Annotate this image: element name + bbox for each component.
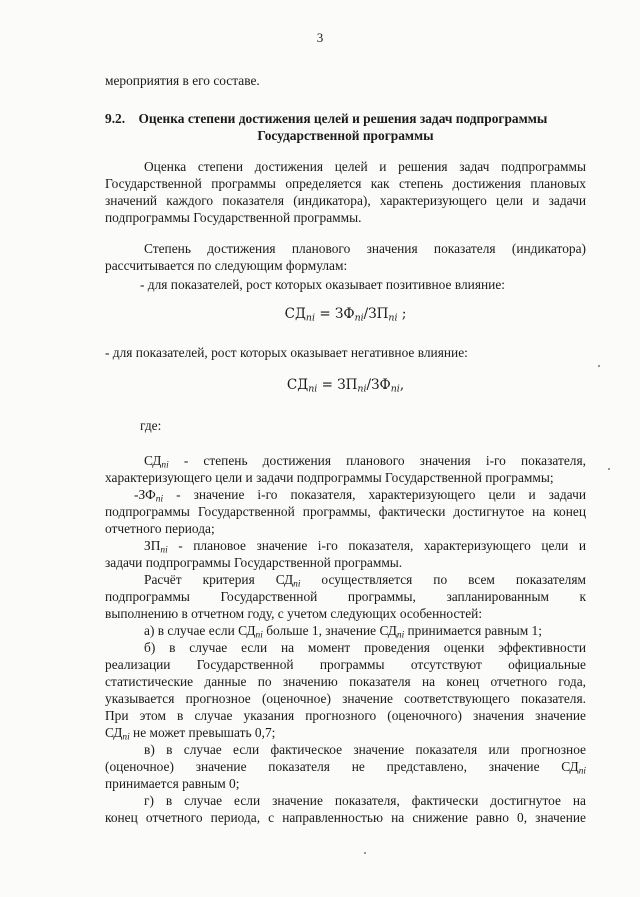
- text-line: конец отчетного периода, с направленностью на снижение равно 0, значение: [105, 810, 586, 825]
- text-line: мероприятия в его составе.: [105, 73, 260, 88]
- list-item-b: б) в случае если на момент проведения оценки эффективности: [144, 640, 586, 655]
- text-line: подпрограммы Государственной программы.: [105, 210, 362, 225]
- text-line: задачи подпрограммы Государственной программы.: [105, 555, 403, 570]
- text-line: рассчитывается по следующим формулам:: [105, 258, 348, 273]
- list-item-a: а) в случае если $СД_{пi}$ больше 1, значение $СД_{пi}$ принимается равным 1;: [144, 623, 542, 641]
- section-number: 9.2.: [105, 111, 126, 126]
- definition-zp: $ЗП_{пi}$ - плановое значение i-го показателя, характеризующего цели и: [144, 538, 586, 556]
- text-line: (оценочное) значение показателя не представлено, значение $СД_{пi}$: [105, 759, 586, 777]
- text-line: подпрограммы Государственной программы, запланированным к: [105, 589, 586, 604]
- text-line: значений каждого показателя (индикатора), характеризующего цели и задачи: [105, 193, 586, 208]
- text-line: характеризующего цели и задачи подпрограммы Государственной программы;: [105, 470, 554, 485]
- text-line: отчетного периода;: [105, 521, 215, 536]
- text-line: реализации Государственной программы отсутствуют официальные: [105, 657, 586, 672]
- text-line: выполнению в отчетном году, с учетом следующих особенностей:: [105, 606, 483, 621]
- text-line: указывается прогнозное (оценочное) значение соответствующего показателя.: [105, 691, 586, 706]
- text-line: $СД_{пi}$ не может превышать 0,7;: [105, 725, 276, 743]
- text-line: При этом в случае указания прогнозного (оценочного) значения значение: [105, 708, 586, 723]
- section-title-line: Государственной программы: [257, 128, 434, 143]
- list-item-g: г) в случае если значение показателя, фактически достигнутое на: [144, 793, 586, 808]
- text-line: Государственной программы определяется как степень достижения плановых: [105, 176, 586, 191]
- text-line: подпрограммы Государственной программы, фактически достигнутое на конец: [105, 504, 586, 519]
- list-item-v: в) в случае если фактическое значение показателя или прогнозное: [144, 742, 586, 757]
- section-title-line: Оценка степени достижения целей и решения задач подпрограммы: [138, 111, 548, 126]
- section-heading: [105, 110, 586, 127]
- text-line: Оценка степени достижения целей и решения задач подпрограммы: [144, 159, 586, 174]
- list-item: - для показателей, рост которых оказывает позитивное влияние:: [140, 277, 505, 292]
- page-number: 3: [316, 30, 324, 45]
- scan-speck: [608, 468, 610, 470]
- scan-speck: [364, 852, 366, 854]
- text-line: статистические данные по значению показателя на конец отчетного года,: [105, 674, 586, 689]
- definition-sd: $СД_{пi}$ - степень достижения планового значения i-го показателя,: [144, 453, 586, 471]
- text-line: где:: [140, 418, 162, 433]
- text-line: Степень достижения планового значения показателя (индикатора): [144, 241, 586, 256]
- formula-positive: $СД_{пi} = ЗФ_{пi}/ЗП_{пi}$ ;: [284, 306, 407, 324]
- scan-speck: [598, 365, 600, 367]
- formula-negative: $СД_{пi} = ЗП_{пi}/ЗФ_{пi}$,: [286, 377, 405, 395]
- list-item: - для показателей, рост которых оказывает негативное влияние:: [105, 345, 468, 360]
- definition-zf: $-ЗФ_{пi}$ - значение i-го показателя, характеризующего цели и задачи: [134, 487, 586, 505]
- text-line: Расчёт критерия $СД_{пi}$ осуществляется по всем показателям: [144, 572, 586, 590]
- text-line: принимается равным 0;: [105, 776, 240, 791]
